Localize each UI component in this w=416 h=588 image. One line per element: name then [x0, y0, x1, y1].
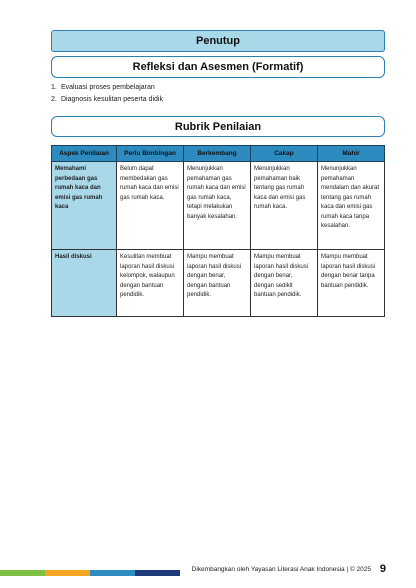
footer-credit: Dikembangkan oleh Yayasan Literasi Anak Indonesia | © 2025	[191, 566, 371, 573]
section-bar-rubrik	[51, 116, 385, 137]
header-berkembang: Berkembang	[184, 146, 251, 162]
list-item-text: Evaluasi proses pembelajaran	[61, 84, 155, 91]
penutup-title: Penutup	[196, 35, 240, 47]
list-item-number: 2.	[51, 96, 57, 103]
page-footer	[0, 563, 416, 578]
header-perlu-bimbingan: Perlu Bimbingan	[117, 146, 184, 162]
rubric-table	[51, 145, 385, 317]
footer-stripe-orange	[45, 570, 90, 576]
table-cell: Menunjukkan pemahaman mendalam dan akurat tentang gas rumah kaca dan emisi gas rumah kaca tanpa kesalahan.	[318, 162, 385, 250]
table-cell: Mampu membuat laporan hasil diskusi dengan benar, dengan bantuan pendidik.	[184, 250, 251, 317]
refleksi-title: Refleksi dan Asesmen (Formatif)	[132, 61, 304, 73]
footer-stripe-blue	[90, 570, 135, 576]
section-bar-penutup	[51, 30, 385, 52]
page-number: 9	[379, 563, 386, 575]
table-row	[52, 250, 385, 317]
list-item	[51, 82, 381, 94]
header-mahir: Mahir	[318, 146, 385, 162]
footer-stripe-navy	[135, 570, 180, 576]
aspect-cell: Hasil diskusi	[52, 250, 117, 317]
table-cell: Menunjukkan pemahaman baik tentang gas rumah kaca dan emisi gas rumah kaca.	[251, 162, 318, 250]
table-cell: Belum dapat membedakan gas rumah kaca dan emisi gas rumah kaca.	[117, 162, 184, 250]
rubrik-title: Rubrik Penilaian	[174, 120, 262, 133]
aspect-cell: Memahami perbedaan gas rumah kaca dan emisi gas rumah kaca	[52, 162, 117, 250]
table-row	[52, 162, 385, 250]
table-cell: Kesulitan membuat laporan hasil diskusi kelompok, walaupun dengan bantuan pendidik.	[117, 250, 184, 317]
table-cell: Mampu membuat laporan hasil diskusi dengan benar, dengan sedikit bantuan pendidik.	[251, 250, 318, 317]
table-cell: Mampu membuat laporan hasil diskusi dengan benar tanpa bantuan pendidik.	[318, 250, 385, 317]
header-aspek: Aspek Penilaian	[52, 146, 117, 162]
list-item-text: Diagnosis kesulitan peserta didik	[61, 96, 163, 103]
list-item	[51, 94, 381, 106]
evaluation-list	[51, 82, 381, 106]
list-item-number: 1.	[51, 84, 57, 91]
footer-stripe-green	[0, 570, 45, 576]
section-bar-refleksi	[51, 56, 385, 78]
header-cakap: Cakap	[251, 146, 318, 162]
table-header-row	[52, 146, 385, 162]
table-cell: Menunjukkan pemahaman gas rumah kaca dan emisi gas rumah kaca, tetapi melakukan banyak kesalahan.	[184, 162, 251, 250]
